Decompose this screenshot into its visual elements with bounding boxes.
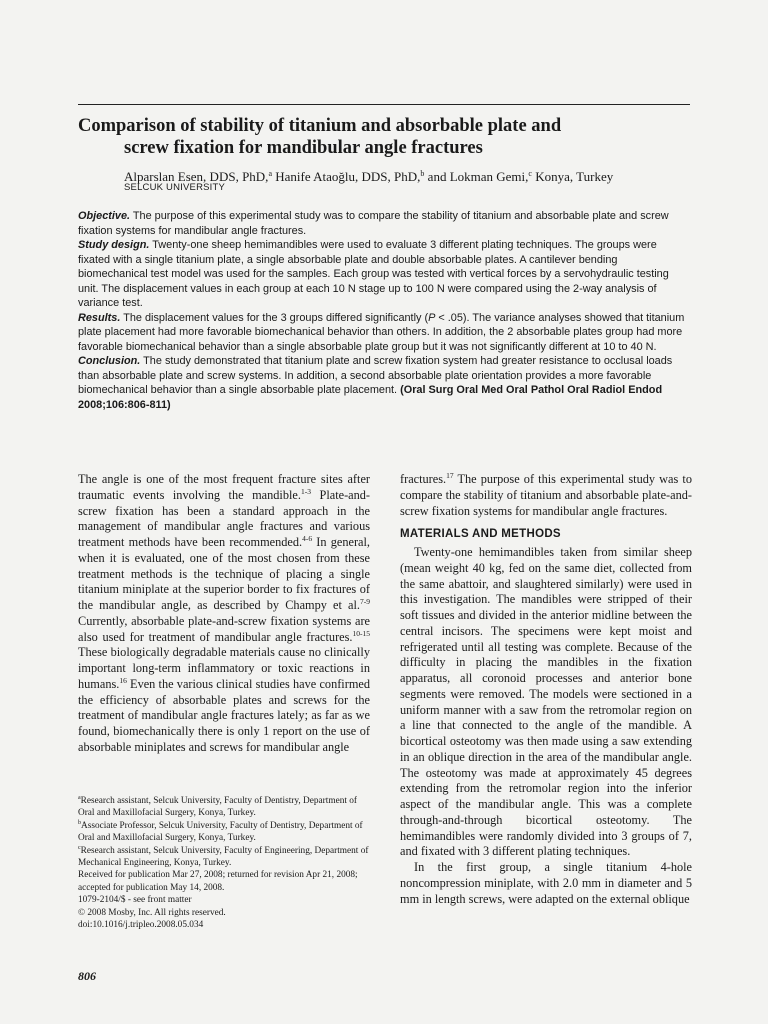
author-name: and Lokman Gemi,	[424, 169, 529, 184]
publication-dates: Received for publication Mar 27, 2008; returned for revision Apr 21, 2008; accepted for publication May 14, 2008.	[78, 870, 358, 893]
footnote-text: Associate Professor, Selcuk University, Faculty of Dentistry, Department of Oral and Maxillofacial Surgery, Konya, Turkey.	[78, 820, 363, 844]
left-column	[78, 472, 370, 756]
objective-text: The purpose of this experimental study was to compare the stability of titanium and absorbable plate and screw fixation systems for mandibular angle fractures.	[78, 210, 669, 237]
footnote-text: Research assistant, Selcuk University, Faculty of Engineering, Department of Mechanical Engineering, Konya, Turkey.	[78, 845, 369, 869]
abstract-results	[78, 311, 690, 355]
results-text-end: < .05). The variance analyses showed that titanium plate placement had more favorable biomechanical behavior than others. In addition, the 2 absorbable plates group had more favorable biomechanical behavior than a single absorbable plate group but it was not significantly different at 10 to 40 N.	[78, 311, 685, 353]
footnote-marker: c	[78, 844, 81, 851]
footnote-a	[78, 795, 370, 820]
author-superscript: a	[268, 169, 272, 178]
results-label: Results.	[78, 311, 121, 324]
top-rule	[78, 104, 690, 105]
results-text-start: The displacement values for the 3 groups differed significantly (	[120, 311, 429, 324]
journal-citation: (Oral Surg Oral Med Oral Pathol Oral Radiol Endod 2008;106:806-811)	[78, 384, 663, 411]
footnote-marker: b	[78, 819, 81, 826]
footnote-b	[78, 820, 370, 845]
footnote-c	[78, 845, 370, 870]
conclusion-label: Conclusion.	[78, 355, 141, 367]
reference-link[interactable]: 4-6	[302, 534, 313, 543]
author-name: Alparslan Esen, DDS, PhD,	[124, 169, 269, 184]
intro-paragraph	[78, 472, 370, 756]
body-text: The purpose of this experimental study was to compare the stability of titanium and absorbable plate-and-screw fixation systems for mandibular angle fractures.	[400, 472, 692, 518]
reference-link[interactable]: 7-9	[360, 597, 370, 606]
abstract-conclusion	[78, 354, 690, 412]
reference-link[interactable]: 16	[119, 675, 127, 685]
study-design-label: Study design.	[78, 239, 150, 251]
right-column	[400, 472, 692, 907]
title-line-1: Comparison of stability of titanium and absorbable plate and	[78, 116, 562, 136]
copyright: © 2008 Mosby, Inc. All rights reserved.	[78, 907, 226, 918]
author-superscript: b	[420, 169, 425, 178]
issn: 1079-2104/$ - see front matter	[78, 895, 192, 906]
study-design-text: Twenty-one sheep hemimandibles were used to evaluate 3 different plating techniques. The groups were fixated with a single titanium plate, a single absorbable plate and double absorbable plates. A cantilever bending biomechanical test model was used for the samples. Each group was tested with vertical forces by a servohydraulic testing unit. The displacement values in each group at each 10 N stage up to 100 N were compared using the 2-way analysis of variance test.	[78, 239, 669, 309]
article-title	[78, 115, 698, 159]
abstract-study-design	[78, 238, 690, 311]
title-line-2: screw fixation for mandibular angle fractures	[124, 138, 483, 158]
author-superscript: c	[528, 169, 532, 178]
author-location: Konya, Turkey	[531, 169, 614, 184]
body-text: Currently, absorbable plate-and-screw fixation systems are also used for treatment of mandibular angle fractures.	[78, 613, 370, 644]
author-affiliation: SELCUK UNIVERSITY	[124, 182, 226, 193]
reference-link[interactable]: 17	[446, 471, 454, 480]
footnotes	[78, 795, 370, 931]
objective-label: Objective.	[78, 210, 131, 222]
body-text: These biologically degradable materials cause no clinically important long-term inflammatory or toxic reactions in humans.	[78, 645, 370, 691]
conclusion-text: The study demonstrated that titanium plate and screw fixation system had greater resistance to occlusal loads than absorbable plate and screw systems. In addition, a second absorbable plate orientation provides a more favorable biomechanical behavior than a single absorbable plate placement.	[78, 355, 673, 396]
abstract	[78, 209, 690, 412]
footnote-text: Research assistant, Selcuk University, Faculty of Dentistry, Department of Oral and Maxillofacial Surgery, Konya, Turkey.	[78, 796, 358, 819]
doi[interactable]: doi:10.1016/j.tripleo.2008.05.034	[78, 920, 204, 931]
methods-paragraph-1: Twenty-one hemimandibles taken from similar sheep (mean weight 40 kg, fed on the same diet, collected from the same abattoir, and slaughtered similarly) were used in this investigation. The mandibles were stripped of their soft tissues and divided in the anterior midline between the central incisors. The specimens were kept moist and refrigerated until all testing was complete. Because of the difficulty in placing the mandibles in the fixation apparatus, all coronoid processes and anterior bone segments were removed. The models were sectioned in a uniform manner with a saw from the retromolar region on a line that connected to the angle of the mandible. A bicortical osteotomy was then made using a saw extending in an oblique direction in the area of the mandibular angle. The osteotomy was made at approximately 45 degrees extending from the retromolar region into the inferior aspect of the mandibular angle. This was a complete through-and-through bicortical osteotomy. The hemimandibles were randomly divided into 3 groups of 7, and fixated with 3 different plating techniques.	[400, 545, 692, 859]
reference-link[interactable]: 1-3	[300, 486, 311, 496]
abstract-objective	[78, 209, 690, 238]
section-heading: MATERIALS AND METHODS	[400, 528, 561, 541]
intro-paragraph-end	[400, 472, 692, 519]
footnote-marker: a	[78, 795, 81, 801]
page-number: 806	[78, 969, 96, 983]
body-text: Plate-and-screw fixation has been a standard approach in the management of mandibular angle fractures and various treatment methods have been recommended.	[78, 487, 371, 549]
author-name: Hanife Ataoğlu, DDS, PhD,	[272, 169, 421, 184]
body-text: In general, when it is evaluated, one of the most chosen from these treatment methods is the technique of placing a single titanium miniplate at the superior border to fix fractures of the mandibular angle, as described by Champy et al.	[78, 535, 370, 612]
body-text: fractures.	[400, 472, 447, 486]
reference-link[interactable]: 10-15	[352, 628, 370, 638]
body-text: The angle is one of the most frequent fracture sites after traumatic events involving the mandible.	[78, 472, 370, 502]
methods-paragraph-2: In the first group, a single titanium 4-hole noncompression miniplate, with 2.0 mm in diameter and 5 mm in length screws, were adapted on the external oblique	[400, 860, 692, 906]
body-text: Even the various clinical studies have confirmed the efficiency of absorbable plates and screws for the treatment of mandibular angle fractures lately; as far as we found, biomechanically there is only 1 report on the use of absorbable miniplates and screws for mandibular angle	[78, 676, 370, 754]
p-value-symbol: P	[428, 311, 436, 324]
